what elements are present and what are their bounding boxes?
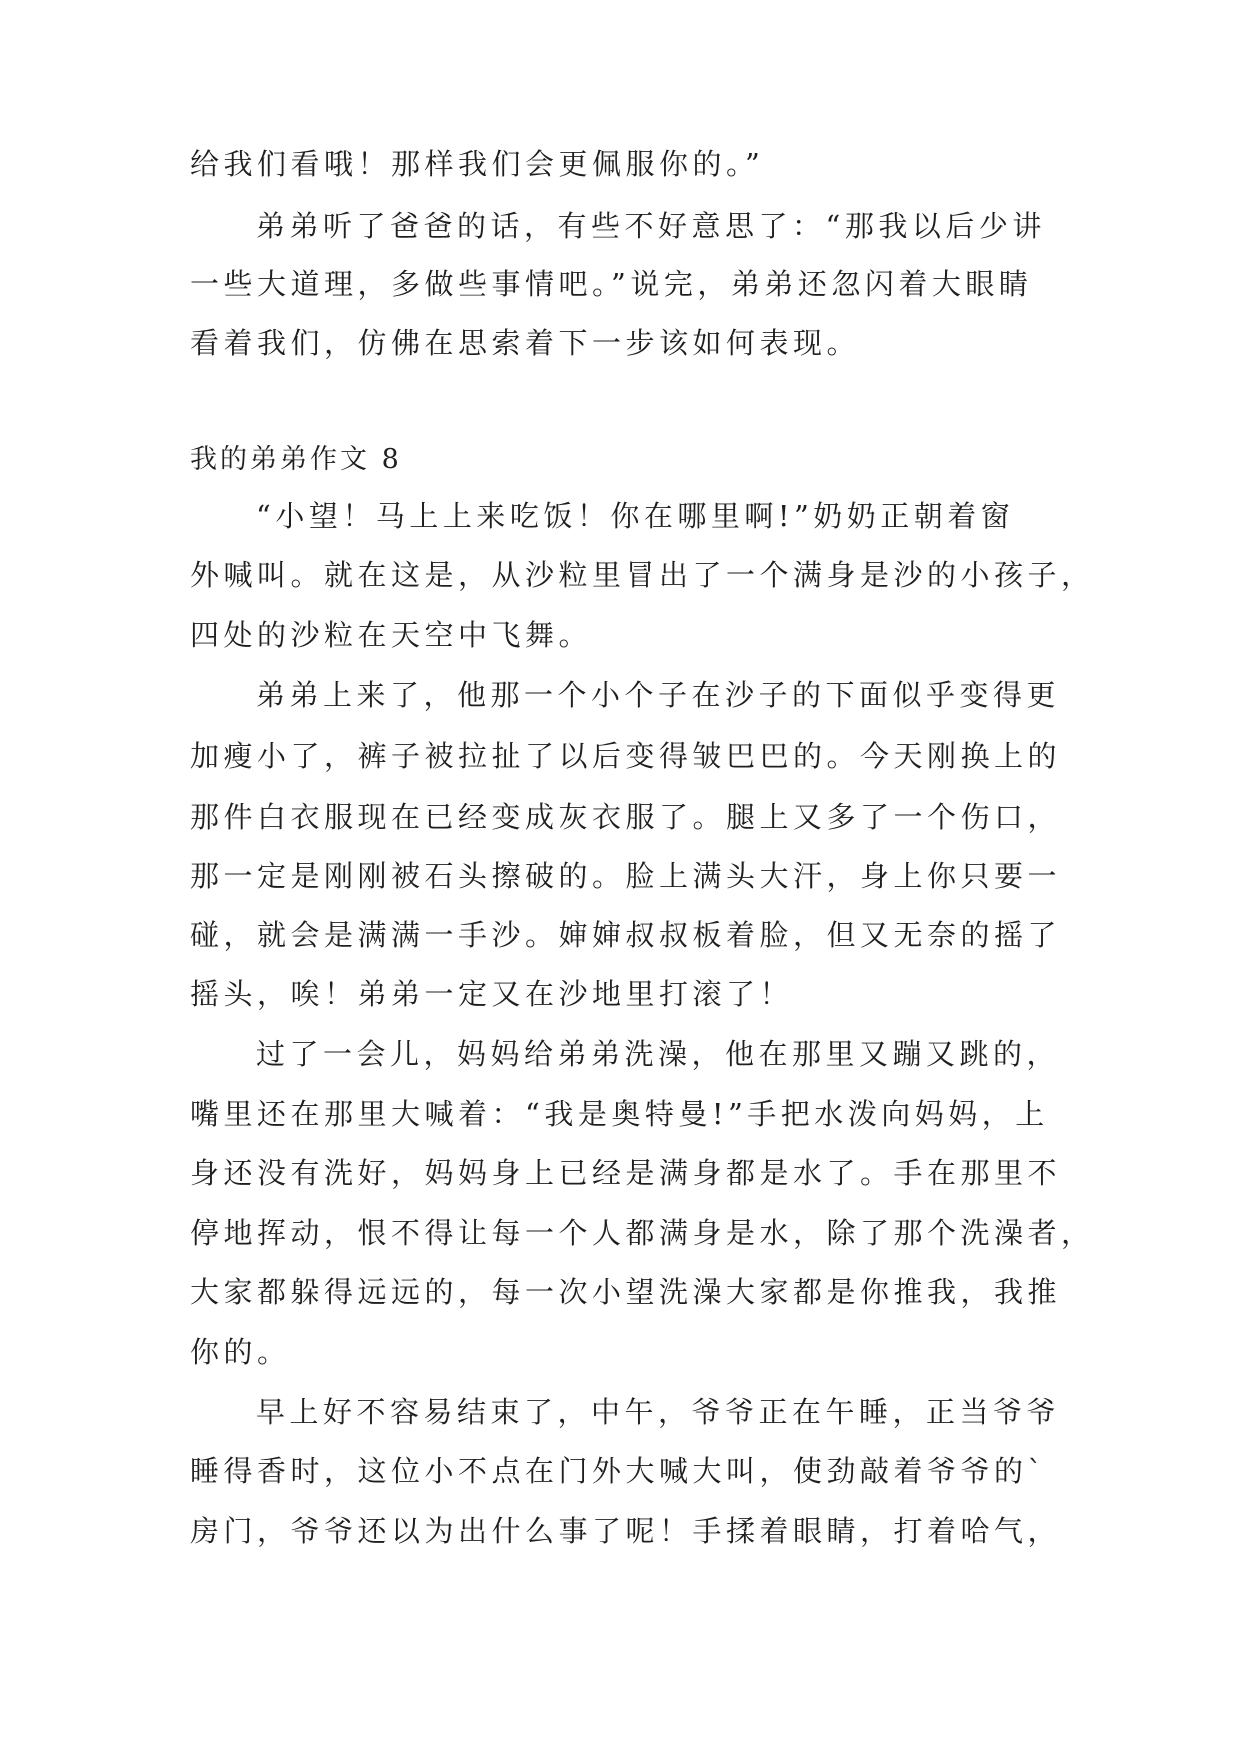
paragraph-first-line: 弟弟听了爸爸的话，有些不好意思了：“那我以后少讲 (256, 209, 1046, 243)
text-line: 一些大道理，多做些事情吧。”说完，弟弟还忽闪着大眼睛 (190, 267, 1033, 301)
text-line: 那件白衣服现在已经变成灰衣服了。腿上又多了一个伤口， (190, 800, 1062, 834)
text-line: 睡得香时，这位小不点在门外大喊大叫，使劲敲着爷爷的` (190, 1454, 1047, 1488)
paragraph-first-line: 过了一会儿，妈妈给弟弟洗澡，他在那里又蹦又跳的， (256, 1037, 1061, 1071)
text-line: 加瘦小了，裤子被拉扯了以后变得皱巴巴的。今天刚换上的 (190, 739, 1062, 773)
text-line: 碰，就会是满满一手沙。婶婶叔叔板着脸，但又无奈的摇了 (190, 918, 1062, 952)
section-heading: 我的弟弟作文 8 (190, 444, 402, 475)
text-line: 摇头，唉！弟弟一定又在沙地里打滚了！ (190, 977, 794, 1011)
paragraph-first-line: “小望！马上上来吃饭！你在哪里啊!”奶奶正朝着窗 (256, 499, 1015, 533)
paragraph-first-line: 弟弟上来了，他那一个小个子在沙子的下面似乎变得更 (256, 678, 1061, 712)
text-line: 给我们看哦！那样我们会更佩服你的。” (190, 147, 765, 181)
text-line: 身还没有洗好，妈妈身上已经是满身都是水了。手在那里不 (190, 1156, 1062, 1190)
text-line: 房门，爷爷还以为出什么事了呢！手揉着眼睛，打着哈气， (190, 1514, 1062, 1548)
text-line: 嘴里还在那里大喊着：“我是奥特曼!”手把水泼向妈妈，上 (190, 1097, 1049, 1131)
text-line: 看着我们，仿佛在思索着下一步该如何表现。 (190, 326, 861, 360)
text-line: 大家都躲得远远的，每一次小望洗澡大家都是你推我，我推 (190, 1275, 1062, 1309)
text-line: 停地挥动，恨不得让每一个人都满身是水，除了那个洗澡者， (190, 1216, 1095, 1250)
text-line: 外喊叫。就在这是，从沙粒里冒出了一个满身是沙的小孩子， (190, 558, 1095, 592)
text-line: 那一定是刚刚被石头擦破的。脸上满头大汗，身上你只要一 (190, 859, 1062, 893)
text-line: 你的。 (190, 1335, 291, 1369)
text-line: 四处的沙粒在天空中飞舞。 (190, 618, 593, 652)
paragraph-first-line: 早上好不容易结束了，中午，爷爷正在午睡，正当爷爷 (256, 1395, 1061, 1429)
